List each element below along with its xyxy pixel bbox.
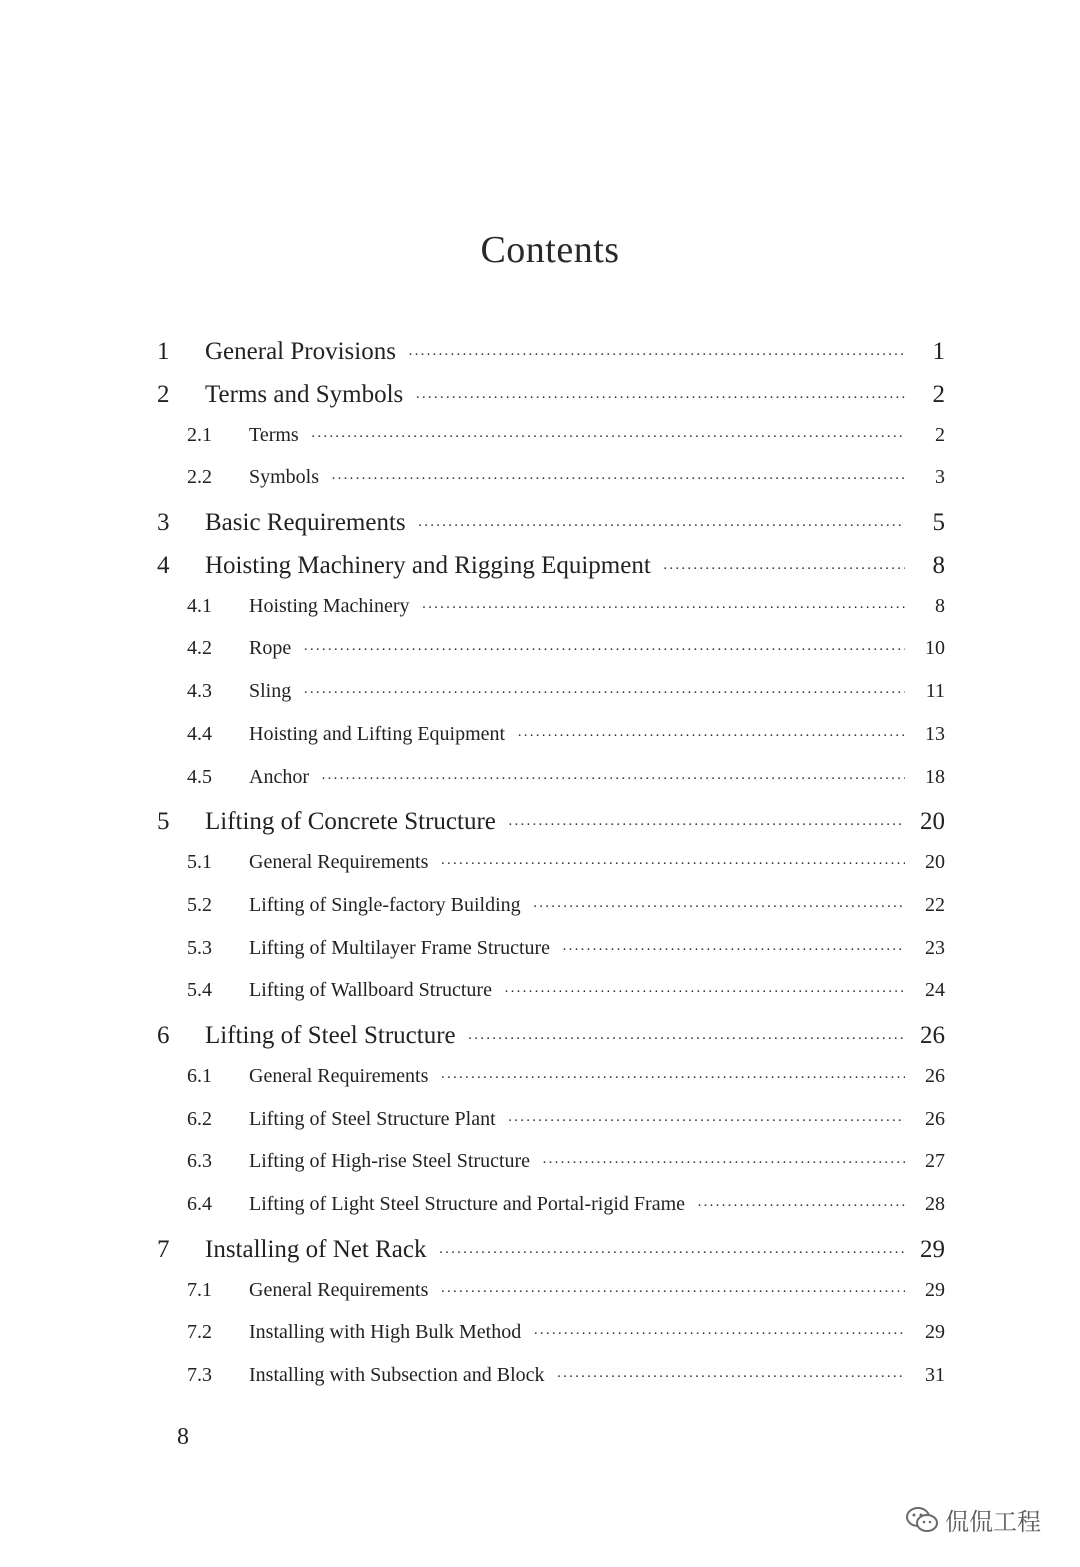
toc-entry xyxy=(155,1065,945,1108)
toc-entry xyxy=(155,1108,945,1151)
toc-entry-label: Sling xyxy=(249,680,292,702)
toc-entry-label: Installing of Net Rack xyxy=(205,1235,427,1263)
toc-entry xyxy=(155,595,945,638)
dot-leader xyxy=(562,942,905,959)
toc-entry-label: General Requirements xyxy=(249,1064,429,1087)
toc-entry-page: 20 xyxy=(920,808,945,836)
toc-entry-number: 1 xyxy=(157,338,170,365)
toc-entry-label: General Requirements xyxy=(249,851,429,873)
toc-entry xyxy=(155,1279,945,1322)
toc-entry-page: 18 xyxy=(925,765,945,788)
toc-entry-page: 5 xyxy=(932,509,945,536)
toc-entry-page: 26 xyxy=(925,1064,945,1087)
toc-entry-number: 5.3 xyxy=(187,936,212,959)
toc-entry-label: Lifting of Steel Structure xyxy=(205,1022,456,1049)
toc-entry xyxy=(155,851,945,894)
toc-entry xyxy=(155,1193,945,1236)
toc-entry-page: 23 xyxy=(925,936,945,959)
toc-entry xyxy=(155,1364,945,1407)
toc-entry-number: 6.4 xyxy=(187,1193,212,1215)
toc-entry-number: 6.1 xyxy=(187,1064,212,1087)
dot-leader xyxy=(542,1155,905,1172)
toc-entry-page: 10 xyxy=(925,637,945,660)
dot-leader xyxy=(331,471,905,488)
dot-leader xyxy=(408,347,905,364)
dot-leader xyxy=(303,642,905,659)
toc-entry-label: Basic Requirements xyxy=(205,509,406,536)
dot-leader xyxy=(418,518,905,535)
toc-entry-page: 8 xyxy=(932,551,945,579)
toc-entry xyxy=(155,937,945,980)
toc-entry-number: 4.5 xyxy=(187,765,212,788)
toc-entry-label: General Requirements xyxy=(249,1278,429,1301)
toc-entry-page: 3 xyxy=(935,466,945,489)
toc-entry-number: 4.1 xyxy=(187,594,212,617)
toc-entry-page: 2 xyxy=(932,380,945,408)
toc-entry-number: 7.1 xyxy=(187,1278,212,1301)
toc-entry-number: 5.2 xyxy=(187,893,212,916)
dot-leader xyxy=(533,899,905,916)
toc-entry-label: Symbols xyxy=(249,466,320,489)
toc-entry-page: 22 xyxy=(925,893,945,916)
toc-entry xyxy=(155,1150,945,1193)
toc-entry-label: Lifting of Steel Structure Plant xyxy=(249,1107,496,1130)
toc-entry-page: 27 xyxy=(925,1150,945,1173)
watermark xyxy=(905,1502,1041,1537)
toc-entry-number: 7.2 xyxy=(187,1321,212,1344)
toc-entry-label: Anchor xyxy=(249,765,309,788)
toc-entry-label: Lifting of Wallboard Structure xyxy=(249,979,492,1002)
wechat-icon xyxy=(905,1506,939,1534)
toc-entry xyxy=(155,680,945,723)
dot-leader xyxy=(517,728,905,745)
toc-entry-page: 11 xyxy=(925,680,945,702)
toc-entry-page: 29 xyxy=(920,1235,945,1263)
dot-leader xyxy=(508,1113,905,1130)
toc-entry-number: 5.4 xyxy=(187,979,212,1002)
toc-entry-page: 8 xyxy=(935,594,945,617)
toc-entry xyxy=(155,766,945,809)
dot-leader xyxy=(557,1369,905,1386)
toc-entry xyxy=(155,1022,945,1065)
toc-entry-page: 29 xyxy=(925,1321,945,1344)
dot-leader xyxy=(440,1284,905,1301)
toc-entry-page: 20 xyxy=(925,851,945,873)
watermark-text: 侃侃工程 xyxy=(945,1508,1041,1536)
toc-entry-number: 6.2 xyxy=(187,1107,212,1130)
toc-entry-number: 3 xyxy=(157,509,170,536)
toc-entry-label: Hoisting Machinery xyxy=(249,594,410,617)
toc-entry-number: 2 xyxy=(157,380,170,408)
toc-entry-page: 28 xyxy=(925,1193,945,1215)
toc-entry-label: Lifting of Concrete Structure xyxy=(205,808,496,836)
toc-entry xyxy=(155,466,945,509)
toc-entry xyxy=(155,637,945,680)
toc-entry-page: 26 xyxy=(920,1022,945,1049)
toc-entry xyxy=(155,381,945,424)
toc-entry-number: 4.2 xyxy=(187,637,212,660)
dot-leader xyxy=(321,771,905,788)
dot-leader xyxy=(311,429,905,446)
toc-entry xyxy=(155,808,945,851)
toc-entry-page: 24 xyxy=(925,979,945,1002)
toc-entry-label: Hoisting Machinery and Rigging Equipment xyxy=(205,551,651,579)
table-of-contents xyxy=(155,338,945,1407)
dot-leader xyxy=(440,1070,905,1087)
toc-entry xyxy=(155,979,945,1022)
toc-entry-label: Lifting of Light Steel Structure and Portal-rigid Frame xyxy=(249,1193,686,1215)
toc-entry-label: Terms xyxy=(249,423,299,446)
toc-entry-number: 6.3 xyxy=(187,1150,212,1173)
dot-leader xyxy=(303,685,905,702)
dot-leader xyxy=(468,1031,905,1048)
dot-leader xyxy=(422,600,905,617)
toc-entry-number: 7.3 xyxy=(187,1364,212,1386)
dot-leader xyxy=(508,817,905,834)
toc-entry xyxy=(155,424,945,467)
toc-entry-number: 4 xyxy=(157,551,170,579)
toc-entry xyxy=(155,1236,945,1279)
toc-entry-number: 2.2 xyxy=(187,466,212,489)
dot-leader xyxy=(504,984,905,1001)
toc-entry-label: Installing with Subsection and Block xyxy=(249,1364,545,1386)
toc-entry xyxy=(155,509,945,552)
toc-entry xyxy=(155,894,945,937)
toc-entry-number: 2.1 xyxy=(187,423,212,446)
toc-entry-label: Lifting of Multilayer Frame Structure xyxy=(249,936,551,959)
toc-entry-page: 2 xyxy=(935,423,945,446)
dot-leader xyxy=(415,390,905,407)
toc-entry-page: 31 xyxy=(925,1364,945,1386)
toc-entry xyxy=(155,723,945,766)
toc-entry-label: Rope xyxy=(249,637,292,660)
toc-entry-number: 4.4 xyxy=(187,722,212,745)
page-title: Contents xyxy=(480,229,620,271)
toc-entry-page: 29 xyxy=(925,1278,945,1301)
dot-leader xyxy=(438,1245,905,1262)
toc-entry-label: Terms and Symbols xyxy=(205,380,404,408)
page-number: 8 xyxy=(177,1424,189,1450)
toc-entry-page: 13 xyxy=(925,722,945,745)
toc-entry-number: 7 xyxy=(157,1235,170,1263)
toc-entry xyxy=(155,338,945,381)
toc-entry-number: 5.1 xyxy=(187,851,212,873)
toc-entry-page: 26 xyxy=(925,1107,945,1130)
dot-leader xyxy=(533,1326,905,1343)
toc-entry-label: General Provisions xyxy=(205,338,396,365)
toc-entry xyxy=(155,552,945,595)
toc-entry-label: Lifting of High-rise Steel Structure xyxy=(249,1150,531,1173)
toc-entry-number: 4.3 xyxy=(187,680,212,702)
dot-leader xyxy=(663,561,905,578)
toc-entry-page: 1 xyxy=(932,338,945,365)
toc-entry xyxy=(155,1321,945,1364)
toc-entry-number: 6 xyxy=(157,1022,170,1049)
toc-entry-label: Installing with High Bulk Method xyxy=(249,1321,522,1344)
toc-entry-label: Lifting of Single-factory Building xyxy=(249,893,521,916)
dot-leader xyxy=(440,856,905,873)
toc-entry-label: Hoisting and Lifting Equipment xyxy=(249,722,506,745)
dot-leader xyxy=(697,1198,905,1215)
toc-entry-number: 5 xyxy=(157,808,170,836)
